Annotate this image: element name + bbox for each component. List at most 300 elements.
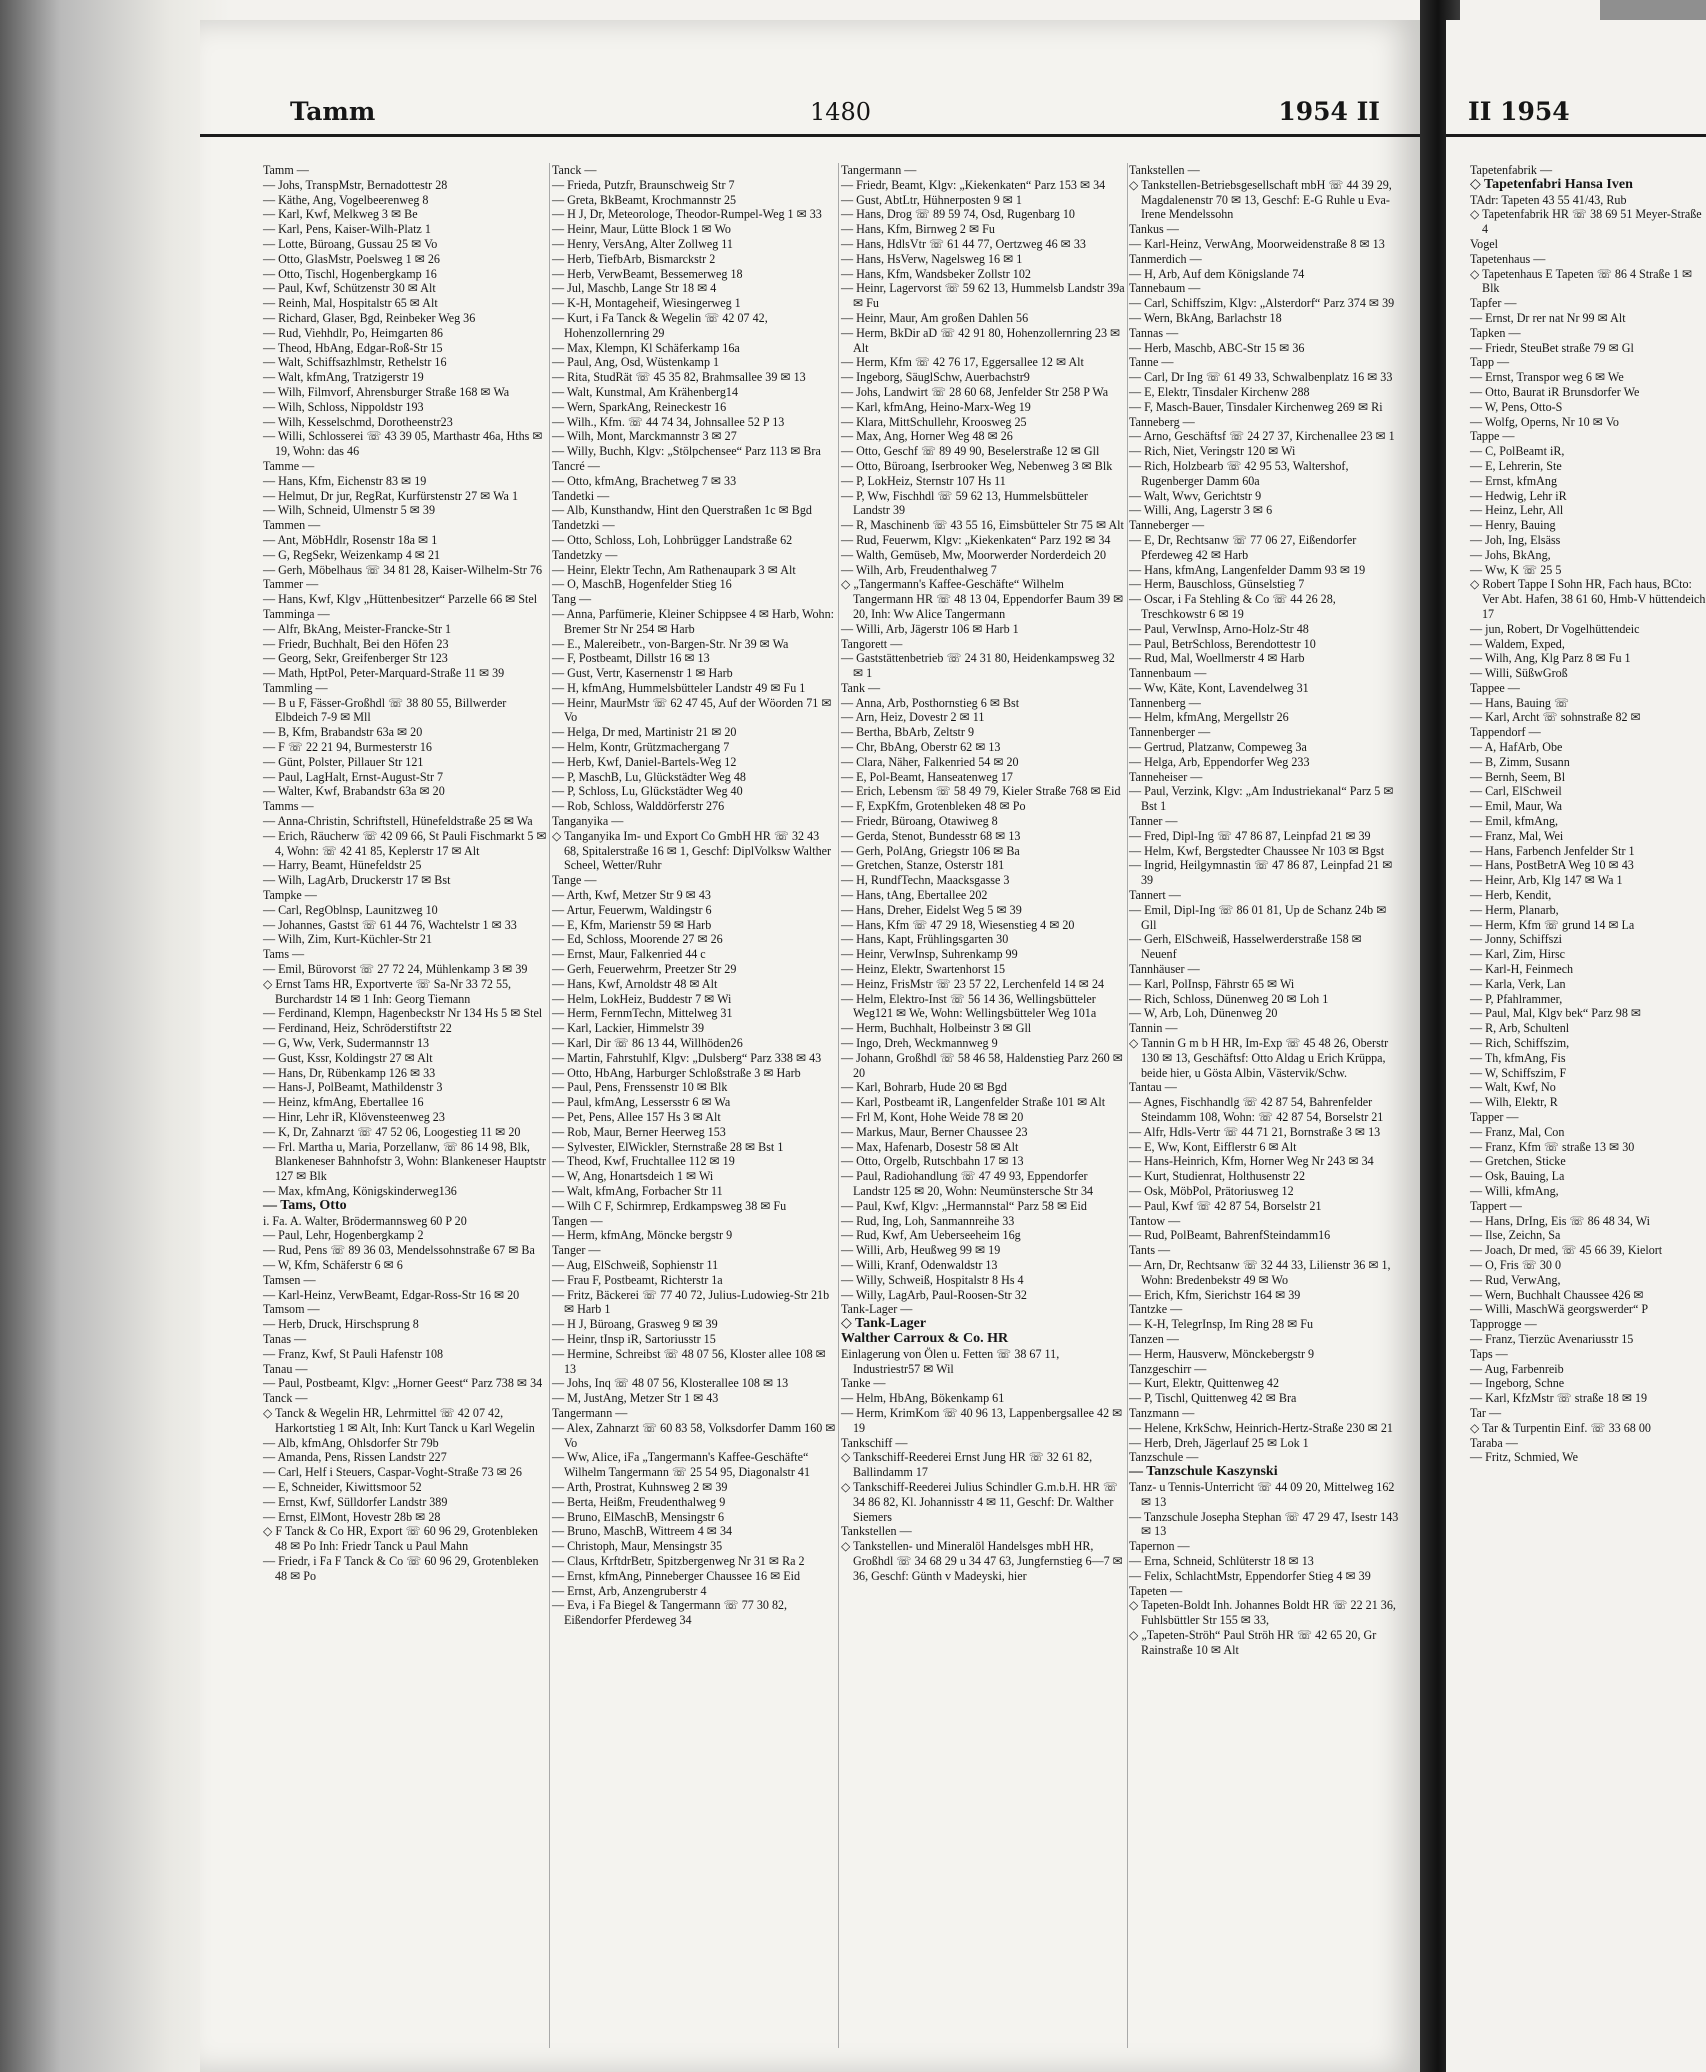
directory-entry: — Heinr, VerwInsp, Suhrenkamp 99 [841,947,1018,962]
directory-entry: — Arn, Dr, Rechtsanw ☏ 32 44 33, Lilienstr 36 ✉ 1, Wohn: Bredenbekstr 49 ✉ Wo [1129,1257,1391,1287]
directory-entry: — Karl, PolInsp, Fährstr 65 ✉ Wi [1129,976,1295,991]
directory-entry: — Herb, Kwf, Daniel-Bartels-Weg 12 [552,754,737,769]
directory-entry: Tangen — [552,1213,603,1228]
directory-entry: — Ww, Alice, iFa „Tangermann's Kaffee-Geschäfte“ Wilhelm Tangermann ☏ 25 54 95, Diagonalstr 41 [552,1450,810,1480]
directory-entry: — Herb, Maschb, ABC-Str 15 ✉ 36 [1129,340,1305,355]
directory-entry: — jun, Robert, Dr Vogelhüttendeic [1470,621,1640,636]
column-divider [1127,163,1128,2048]
directory-entry: — Arth, Kwf, Metzer Str 9 ✉ 43 [552,888,711,903]
directory-entry: — Willi, MaschWä georgswerder“ P [1470,1302,1649,1317]
directory-entry: — Rita, StudRät ☏ 45 35 82, Brahmsallee 39 ✉ 13 [552,370,806,385]
directory-entry: — Henry, VersAng, Alter Zollweg 11 [552,236,733,251]
directory-entry: — Heinr, Elektr Techn, Am Rathenaupark 3 ✉ Alt [552,562,796,577]
directory-entry: — Willi, kfmAng, [1470,1183,1559,1198]
directory-entry: — Helm, Kontr, Grützmachergang 7 [552,740,730,755]
directory-entry: — Otto, Geschf ☏ 89 49 90, Beselerstraße 12 ✉ Gll [841,444,1100,459]
directory-entry: Tantau — [1129,1080,1177,1095]
column-divider [838,163,839,2048]
directory-entry: ◇ Tapetenfabrik HR ☏ 38 69 51 Meyer-Straße 4 [1470,207,1702,237]
directory-entry: — Hans-Heinrich, Kfm, Horner Weg Nr 243 ✉ 34 [1129,1154,1374,1169]
directory-entry: — Herm, Kfm ☏ grund 14 ✉ La [1470,917,1635,932]
directory-entry: — P, MaschB, Lu, Glückstädter Weg 48 [552,769,746,784]
directory-entry: Tamme — [263,458,315,473]
directory-entry: — Paul, BetrSchloss, Berendottestr 10 [1129,636,1316,651]
directory-entry: — Herm, BkDir aD ☏ 42 91 80, Hohenzollernring 23 ✉ Alt [841,325,1121,355]
directory-entry: — E, Elektr, Tinsdaler Kirchenw 288 [1129,384,1310,399]
directory-entry: — K-H, Montageheif, Wiesingerweg 1 [552,296,741,311]
directory-entry: — Johs, Inq ☏ 48 07 56, Klosterallee 108 ✉ 13 [552,1376,789,1391]
directory-entry: Tapprogge — [1470,1317,1537,1332]
directory-entry: — Wilh, Schneid, Ulmenstr 5 ✉ 39 [263,503,436,518]
directory-entry: — Helga, Arb, Eppendorfer Weg 233 [1129,754,1310,769]
directory-entry: — P, Tischl, Quittenweg 42 ✉ Bra [1129,1391,1297,1406]
directory-entry: — Paul, Kwf, Klgv: „Hermannstal“ Parz 58 ✉ Eid [841,1198,1087,1213]
directory-entry: — Wern, SparkAng, Reineckestr 16 [552,399,727,414]
directory-entry: — H J, Dr, Meteorologe, Theodor-Rumpel-Weg 1 ✉ 33 [552,207,822,222]
directory-entry: — Herm, FernmTechn, Mittelweg 31 [552,1006,733,1021]
directory-entry: — Hans, Bauing ☏ [1470,695,1570,710]
directory-entry: — Karl, Archt ☏ sohnstraße 82 ✉ [1470,710,1641,725]
directory-entry: — Heinz, FrisMstr ☏ 23 57 22, Lerchenfeld 14 ✉ 24 [841,976,1105,991]
directory-entry: Tantzke — [1129,1302,1183,1317]
directory-entry: — G, RegSekr, Weizenkamp 4 ✉ 21 [263,547,441,562]
directory-entry: — Ernst, Kwf, Sülldorfer Landstr 389 [263,1494,448,1509]
directory-entry: — Hans, Drog ☏ 89 59 74, Osd, Rugenbarg 10 [841,207,1075,222]
directory-entry: — Otto, Baurat iR Brunsdorfer We [1470,384,1640,399]
directory-entry: — Ww, K ☏ 25 5 [1470,562,1562,577]
directory-entry: — Wilh, LagArb, Druckerstr 17 ✉ Bst [263,873,451,888]
directory-entry: — Ernst, ElMont, Hovestr 28b ✉ 28 [263,1509,441,1524]
directory-entry: — Heinr, Maur, Am großen Dahlen 56 [841,310,1029,325]
directory-entry: Tantow — [1129,1213,1181,1228]
directory-entry: — Ernst, kfmAng, Pinneberger Chaussee 16 ✉ Eid [552,1568,801,1583]
directory-entry: — Gretchen, Sticke [1470,1154,1566,1169]
directory-entry: — Paul, Mal, Klgv bek“ Parz 98 ✉ [1470,1006,1642,1021]
directory-entry: ◇ Robert Tappe I Sohn HR, Fach haus, BCto: Ver Abt. Hafen, 38 61 60, Hmb-V hüttendeich 17 [1470,577,1706,621]
directory-entry: — Otto, Orgelb, Rutschbahn 17 ✉ 13 [841,1154,1024,1169]
directory-entry: Tannenberg — [1129,695,1201,710]
directory-entry: — Franz, Kwf, St Pauli Hafenstr 108 [263,1346,444,1361]
directory-entry: Tanke — [841,1376,886,1391]
directory-entry: — Helene, KrkSchw, Heinrich-Hertz-Straße 230 ✉ 21 [1129,1420,1393,1435]
directory-entry: Tanne — [1129,355,1174,370]
directory-entry: — Otto, HbAng, Harburger Schloßstraße 3 ✉ Harb [552,1065,801,1080]
directory-entry: Tapernon — [1129,1539,1190,1554]
directory-entry: — Alb, kfmAng, Ohlsdorfer Str 79b [263,1435,439,1450]
directory-entry: — W, Pens, Otto-S [1470,399,1563,414]
directory-entry: — Gaststättenbetrieb ☏ 24 31 80, Heidenkampsweg 32 ✉ 1 [841,651,1115,681]
directory-entry: — Jonny, Schiffszi [1470,932,1563,947]
directory-entry: — Karl, Lackier, Himmelstr 39 [552,1021,704,1036]
directory-entry: — Gerda, Stenot, Bundesstr 68 ✉ 13 [841,828,1021,843]
directory-entry: — Willy, Buchh, Klgv: „Stölpchensee“ Parz 113 ✉ Bra [552,444,821,459]
directory-entry: Tanneberger — [1129,518,1205,533]
page-number: 1480 [810,98,872,126]
directory-entry: Tange — [552,873,597,888]
directory-entry: Tanzgeschirr — [1129,1361,1207,1376]
directory-entry: — Agnes, Fischhandlg ☏ 42 87 54, Bahrenfelder Steindamm 108, Wohn: ☏ 42 87 54, Borselstr 21 [1129,1095,1384,1124]
directory-entry: — Tanzschule Josepha Stephan ☏ 47 29 47, Isestr 143 ✉ 13 [1129,1509,1399,1539]
directory-entry: — Gust, AbtLtr, Hühnerposten 9 ✉ 1 [841,192,1022,207]
directory-entry: ◇ Tanganyika Im- und Export Co GmbH HR ☏ 32 43 68, Spitalerstraße 16 ✉ 1, Geschf: DiplVolksw Walther Scheel, Wetter/Ruhr [552,828,832,873]
directory-entry: — Rud, PolBeamt, BahrenfSteindamm16 [1129,1228,1331,1243]
directory-entry: — Paul, Kwf ☏ 42 87 54, Borselstr 21 [1129,1198,1322,1213]
directory-entry: — Walth, Gemüseb, Mw, Moorwerder Norderdeich 20 [841,547,1107,562]
directory-entry: — Rud, Kwf, Am Ueberseeheim 16g [841,1228,1021,1243]
directory-entry: — Kurt, Elektr, Quittenweg 42 [1129,1376,1279,1391]
directory-entry: Tams — [263,947,305,962]
directory-entry: — Hans, Kfm, Birnweg 2 ✉ Fu [841,222,995,237]
directory-entry: — Lotte, Büroang, Gussau 25 ✉ Vo [263,236,438,251]
directory-entry: — Heinz, kfmAng, Ebertallee 16 [263,1095,424,1110]
directory-entry: Tapfer — [1470,296,1517,311]
directory-entry: — Willy, LagArb, Paul-Roosen-Str 32 [841,1287,1027,1302]
directory-entry: — Erich, Räucherw ☏ 42 09 66, St Pauli Fischmarkt 5 ✉ 4, Wohn: ☏ 42 41 85, Keplerstr 17 ✉ Alt [263,828,547,858]
directory-entry: ◇ Tapetenhaus E Tapeten ☏ 86 4 Straße 1 ✉ Blk [1470,266,1693,296]
directory-entry: — Hans, Dr, Rübenkamp 126 ✉ 33 [263,1065,436,1080]
directory-entry: — Helm, HbAng, Bökenkamp 61 [841,1391,1005,1406]
directory-entry: Tampke — [263,888,317,903]
directory-entry: — P, Pfahlrammer, [1470,991,1563,1006]
directory-entry: — Hans, Kwf, Klgv „Hüttenbesitzer“ Parzelle 66 ✉ Stel [263,592,538,607]
directory-entry: — Wilh, Elektr, R [1470,1095,1558,1110]
directory-entry: — Arth, Prostrat, Kuhnsweg 2 ✉ 39 [552,1479,728,1494]
directory-entry: — Hans, HsVerw, Nagelsweg 16 ✉ 1 [841,251,1023,266]
directory-entry: — Gerh, Möbelhaus ☏ 34 81 28, Kaiser-Wilhelm-Str 76 [263,562,543,577]
directory-entry: — Theod, HbAng, Edgar-Roß-Str 15 [263,340,443,355]
directory-entry: — Ant, MöbHdlr, Rosenstr 18a ✉ 1 [263,532,438,547]
directory-entry: — Hans, DrIng, Eis ☏ 86 48 34, Wi [1470,1213,1651,1228]
directory-entry: — Karl, Bohrarb, Hude 20 ✉ Bgd [841,1080,1007,1095]
directory-entry: Tankstellen — [1129,163,1200,177]
directory-entry: — Gust, Kssr, Koldingstr 27 ✉ Alt [263,1050,433,1065]
directory-entry: — Hermine, Schreibst ☏ 48 07 56, Kloster allee 108 ✉ 13 [552,1346,826,1376]
directory-entry: — Herb, TiefbArb, Bismarckstr 2 [552,251,716,266]
directory-entry: — Otto, GlasMstr, Poelsweg 1 ✉ 26 [263,251,440,266]
page-right [1446,20,1706,2072]
directory-entry: — Ernst, kfmAng [1470,473,1558,488]
directory-entry: — Herm, Kfm ☏ 42 76 17, Eggersallee 12 ✉ Alt [841,355,1084,370]
directory-entry: — Karl-Heinz, VerwBeamt, Edgar-Ross-Str 16 ✉ 20 [263,1287,520,1302]
directory-entry: Einlagerung von Ölen u. Fetten ☏ 38 67 11, Industriestr57 ✉ Wil [841,1346,1060,1376]
directory-entry: — Heinz, Lehr, All [1470,503,1564,518]
directory-entry: Tappe — [1470,429,1515,444]
directory-entry: Tapeten — [1129,1583,1183,1598]
directory-entry: — Th, kfmAng, Fis [1470,1050,1566,1065]
directory-entry: — Heinr, Maur, Lütte Block 1 ✉ Wo [552,222,731,237]
directory-entry: — Osk, MöbPol, Prätoriusweg 12 [1129,1183,1294,1198]
directory-entry: i. Fa. A. Walter, Brödermannsweg 60 P 20 [263,1213,467,1228]
directory-entry: — Ingo, Dreh, Weckmannweg 9 [841,1036,998,1051]
directory-entry: — E, Lehrerin, Ste [1470,458,1562,473]
directory-entry: — Rud, Mal, Woellmerstr 4 ✉ Harb [1129,651,1305,666]
directory-entry: Tanck — [263,1391,308,1406]
directory-entry: — M, JustAng, Metzer Str 1 ✉ 43 [552,1391,719,1406]
directory-entry: — Fritz, Schmied, We [1470,1450,1578,1465]
directory-entry: Tamsom — [263,1302,320,1317]
directory-entry: — Berta, Heißm, Freudenthalweg 9 [552,1494,726,1509]
directory-entry: — F ☏ 22 21 94, Burmesterstr 16 [263,740,432,755]
directory-entry: Tamm — [263,163,309,177]
directory-entry: — Paul, Ang, Osd, Wüstenkamp 1 [552,355,720,370]
directory-entry: — Ernst, Maur, Falkenried 44 c [552,947,706,962]
directory-entry: — Rich, Niet, Veringstr 120 ✉ Wi [1129,444,1296,459]
directory-entry: — Herm, Buchhalt, Holbeinstr 3 ✉ Gll [841,1021,1032,1036]
directory-entry: — Emil, Bürovorst ☏ 27 72 24, Mühlenkamp 3 ✉ 39 [263,962,528,977]
directory-entry: — Willi, Ang, Lagerstr 3 ✉ 6 [1129,503,1273,518]
directory-entry: — E, Dr, Rechtsanw ☏ 77 06 27, Eißendorfer Pferdeweg 42 ✉ Harb [1129,532,1357,562]
directory-entry: Tanneberg — [1129,414,1195,429]
directory-entry: — H J, Büroang, Grasweg 9 ✉ 39 [552,1317,718,1332]
directory-entry: — Max, Klempn, Kl Schäferkamp 16a [552,340,740,355]
directory-entry: — Heinr, tInsp iR, Sartoriusstr 15 [552,1331,716,1346]
directory-entry: — G, Ww, Verk, Sudermannstr 13 [263,1036,430,1051]
directory-entry: — Walt, Schiffsazhlmstr, Rethelstr 16 [263,355,447,370]
directory-entry: Tappendorf — [1470,725,1541,740]
directory-entry: — Rich, Schiffszim, [1470,1036,1570,1051]
directory-entry: — Wern, Buchhalt Chaussee 426 ✉ [1470,1287,1644,1302]
directory-entry: — Harry, Beamt, Hünefeldstr 25 [263,858,422,873]
header-right-year: 1954 II [1278,97,1380,126]
directory-entry: — Rud, Feuerwm, Klgv: „Kiekenkaten“ Parz 192 ✉ 34 [841,532,1111,547]
directory-entry: — Wern, BkAng, Barlachstr 18 [1129,310,1282,325]
directory-entry: — Pet, Pens, Allee 157 Hs 3 ✉ Alt [552,1110,721,1124]
directory-entry: — R, Arb, Schultenl [1470,1021,1570,1036]
directory-entry: — Frl. Martha u, Maria, Porzellanw, ☏ 86 14 98, Blk, Blankeneser Bahnhofstr 3, Wohn: Blankeneser Hauptstr 127 ✉ Blk [263,1139,546,1184]
directory-entry: — Carl, RegOblnsp, Launitzweg 10 [263,902,438,917]
directory-entry: — Karl, Kwf, Melkweg 3 ✉ Be [263,207,418,222]
directory-entry: — Osk, Bauing, La [1470,1169,1565,1184]
directory-entry: Tanganyika — [552,814,624,829]
directory-entry: ◇ Tapeten-Boldt Inh. Johannes Boldt HR ☏ 22 21 36, Fuhlsbüttler Str 155 ✉ 33, [1129,1598,1396,1628]
directory-entry: Tannenberger — [1129,725,1211,740]
column-5 [1470,163,1706,2043]
directory-entry: — R, Maschinenb ☏ 43 55 16, Eimsbütteler Str 75 ✉ Alt [841,518,1124,533]
directory-entry: — Karl-Heinz, VerwAng, Moorweidenstraße 8 ✉ 13 [1129,236,1385,251]
directory-entry: — Willi, Kranf, Odenwaldstr 13 [841,1257,998,1272]
directory-entry: — Ferdinand, Klempn, Hagenbeckstr Nr 134 Hs 5 ✉ Stel [263,1006,543,1021]
directory-entry: — Hans, Kfm ☏ 47 29 18, Wiesenstieg 4 ✉ 20 [841,917,1075,932]
directory-entry: — Chr, BbAng, Oberstr 62 ✉ 13 [841,740,1001,755]
directory-entry: — Tanzschule Kaszynski [1129,1464,1278,1480]
directory-entry: — Tams, Otto [263,1197,347,1213]
directory-entry: — H, kfmAng, Hummelsbütteler Landstr 49 ✉ Fu 1 [552,680,806,695]
directory-entry: ◇ „Tapeten-Ströh“ Paul Ströh HR ☏ 42 65 20, Gr Rainstraße 10 ✉ Alt [1129,1627,1377,1657]
directory-entry: — Rob, Schloss, Walddörferstr 276 [552,799,725,814]
directory-entry: — Rob, Maur, Berner Heerweg 153 [552,1124,726,1139]
directory-entry: — Carl, Schiffszim, Klgv: „Alsterdorf“ Parz 374 ✉ 39 [1129,296,1395,311]
directory-entry: — Johs, BkAng, [1470,547,1551,562]
directory-entry: — Walt, Wwv, Gerichtstr 9 [1129,488,1262,503]
page-left [200,20,1420,2072]
directory-entry: — Karla, Verk, Lan [1470,976,1566,991]
directory-entry: — F, Masch-Bauer, Tinsdaler Kirchenweg 269 ✉ Ri [1129,399,1383,414]
directory-entry: — Emil, kfmAng, [1470,814,1559,829]
directory-entry: Tapken — [1470,325,1521,340]
directory-entry: — W, Schiffszim, F [1470,1065,1567,1080]
directory-entry: — Johs, TranspMstr, Bernadottestr 28 [263,177,448,192]
directory-entry: — Alfr, Hdls-Vertr ☏ 44 71 21, Bornstraße 3 ✉ 13 [1129,1124,1381,1139]
directory-entry: Tamms — [263,799,314,814]
directory-entry: — Math, HptPol, Peter-Marquard-Straße 11 ✉ 39 [263,666,505,681]
directory-entry: Tankus — [1129,222,1179,237]
directory-entry: — Eva, i Fa Biegel & Tangermann ☏ 77 30 82, Eißendorfer Pferdeweg 34 [552,1598,788,1628]
directory-entry: — Rud, Viehhdlr, Po, Heimgarten 86 [263,325,443,340]
directory-entry: — Ilse, Zeichn, Sa [1470,1228,1561,1243]
directory-entry: Tappert — [1470,1198,1522,1213]
directory-entry: — Wilh, Arb, Freudenthalweg 7 [841,562,997,577]
directory-entry: — Käthe, Ang, Vogelbeerenweg 8 [263,192,429,207]
directory-entry: — Herm, Hausverw, Mönckebergstr 9 [1129,1346,1315,1361]
directory-entry: — K-H, TelegrInsp, Im Ring 28 ✉ Fu [1129,1317,1314,1332]
directory-entry: — Gerh, Feuerwehrm, Preetzer Str 29 [552,962,737,977]
directory-entry: — W, Arb, Loh, Dünenweg 20 [1129,1006,1278,1021]
directory-entry: — Karl, Dir ☏ 86 13 44, Willhöden26 [552,1036,743,1051]
directory-entry: — Anna, Arb, Posthornstieg 6 ✉ Bst [841,695,1020,710]
directory-entry: — Bruno, MaschB, Wittreem 4 ✉ 34 [552,1524,733,1539]
directory-entry: — Franz, Mal, Wei [1470,828,1564,843]
directory-entry: — Hinr, Lehr iR, Klövensteenweg 23 [263,1110,445,1124]
directory-entry: — Helm, Elektro-Inst ☏ 56 14 36, Wellingsbütteler Weg121 ✉ We, Wohn: Wellingsbütteler Weg 101a [841,991,1097,1021]
directory-entry: — Helm, Kwf, Bergstedter Chaussee Nr 103 ✉ Bgst [1129,843,1385,858]
directory-entry: Tanzmann — [1129,1405,1195,1420]
directory-entry: — Arn, Heiz, Dovestr 2 ✉ 11 [841,710,985,725]
directory-entry: — Karl, kfmAng, Heino-Marx-Weg 19 [841,399,1031,414]
directory-entry: Tappee — [1470,680,1520,695]
directory-entry: Tancré — [552,458,600,473]
directory-entry: — Otto, kfmAng, Brachetweg 7 ✉ 33 [552,473,737,488]
directory-entry: Tanger — [552,1243,601,1258]
directory-entry: — Heinr, Lagervorst ☏ 59 62 13, Hummelsb Landstr 39a ✉ Fu [841,281,1125,311]
directory-entry: — Karl, Zim, Hirsc [1470,947,1566,962]
directory-entry: — Bernh, Seem, Bl [1470,769,1566,784]
directory-entry: — Erich, Lebensm ☏ 58 49 79, Kieler Straße 768 ✉ Eid [841,784,1121,799]
directory-entry: — Clara, Näher, Falkenried 54 ✉ 20 [841,754,1019,769]
directory-entry: ◇ Tankschiff-Reederei Julius Schindler G.m.b.H. HR ☏ 34 86 82, Kl. Johannisstr 4 ✉ 11, Geschf: Dr. Walther Siemers [841,1479,1119,1524]
directory-entry: — Walt, Kwf, No [1470,1080,1556,1095]
directory-entry: — Markus, Maur, Berner Chaussee 23 [841,1124,1028,1139]
directory-entry: — Hans, kfmAng, Langenfelder Damm 93 ✉ 19 [1129,562,1366,577]
directory-entry: — Joach, Dr med, ☏ 45 66 39, Kielort [1470,1243,1663,1258]
directory-entry: — Wilh, Filmvorf, Ahrensburger Straße 168 ✉ Wa [263,384,510,399]
directory-entry: — Max, Ang, Horner Weg 48 ✉ 26 [841,429,1013,444]
directory-entry: — Günt, Polster, Pillauer Str 121 [263,754,424,769]
directory-entry: — Paul, Postbeamt, Klgv: „Horner Geest“ Parz 738 ✉ 34 [263,1376,543,1391]
directory-entry: — E, Kfm, Marienstr 59 ✉ Harb [552,917,712,932]
directory-entry: — Artur, Feuerwm, Waldingstr 6 [552,902,712,917]
directory-entry: Tankstellen — [841,1524,912,1539]
directory-entry: — Arno, Geschäftsf ☏ 24 27 37, Kirchenallee 23 ✉ 1 [1129,429,1395,444]
directory-entry: — F, ExpKfm, Grotenbleken 48 ✉ Po [841,799,1026,814]
header-left-title: Tamm [290,97,376,126]
directory-entry: — Helga, Dr med, Martinistr 21 ✉ 20 [552,725,737,740]
directory-entry: — Richard, Glaser, Bgd, Reinbeker Weg 36 [263,310,476,325]
running-header [200,90,1420,137]
directory-entry: Tammling — [263,680,328,695]
directory-entry: Tanzschule — [1129,1450,1199,1465]
directory-entry: — Friedr, i Fa F Tanck & Co ☏ 60 96 29, Grotenbleken 48 ✉ Po [263,1553,539,1583]
directory-entry: — Ww, Käte, Kont, Lavendelweg 31 [1129,680,1309,695]
directory-entry: — O, Fris ☏ 30 0 [1470,1257,1562,1272]
directory-entry: — Gust, Vertr, Kasernenstr 1 ✉ Harb [552,666,733,681]
directory-entry: — Aug, Farbenreib [1470,1361,1564,1376]
directory-entry: — Carl, ElSchweil [1470,784,1562,799]
directory-entry: — Bruno, ElMaschB, Mensingstr 6 [552,1509,724,1524]
directory-entry: Taraba — [1470,1435,1518,1450]
directory-entry: Tanau — [263,1361,308,1376]
directory-entry: Vogel [1470,236,1498,251]
column-1 [263,163,548,2043]
directory-entry: — Hans, Kwf, Arnoldstr 48 ✉ Alt [552,976,718,991]
directory-entry: — Hans, HdlsVtr ☏ 61 44 77, Oertzweg 46 ✉ 33 [841,236,1086,251]
directory-entry: — Franz, Tierzüc Avenariusstr 15 [1470,1331,1634,1346]
directory-entry: — Karl, Postbeamt iR, Langenfelder Straße 101 ✉ Alt [841,1095,1106,1110]
directory-entry: — Wilh., Kfm. ☏ 44 74 34, Johnsallee 52 P 13 [552,414,785,429]
directory-entry: — Ferdinand, Heiz, Schröderstiftstr 22 [263,1021,452,1036]
directory-entry: ◇ Tar & Turpentin Einf. ☏ 33 68 00 [1470,1420,1651,1435]
directory-entry: — Hans, Kfm, Eichenstr 83 ✉ 19 [263,473,427,488]
directory-entry: — Aug, ElSchweiß, Sophienstr 11 [552,1257,719,1272]
directory-entry: — Herb, Kendit, [1470,888,1552,903]
directory-entry: — Franz, Kfm ☏ straße 13 ✉ 30 [1470,1139,1635,1154]
directory-entry: — Ed, Schloss, Moorende 27 ✉ 26 [552,932,723,947]
directory-entry: — P, LokHeiz, Sternstr 107 Hs 11 [841,473,1006,488]
directory-entry: — Walt, kfmAng, Forbacher Str 11 [552,1183,723,1198]
directory-entry: Tangermann — [552,1405,628,1420]
directory-entry: — Herb, VerwBeamt, Bessemerweg 18 [552,266,743,281]
column-divider [549,163,550,2048]
directory-entry: — Karl, Pens, Kaiser-Wilh-Platz 1 [263,222,431,237]
column-2 [552,163,837,2043]
directory-entry: — Rich, Schloss, Dünenweg 20 ✉ Loh 1 [1129,991,1329,1006]
directory-entry: — Herb, Druck, Hirschsprung 8 [263,1317,419,1332]
directory-entry: Tandetzky — [552,547,618,562]
directory-entry: ◇ Ernst Tams HR, Exportverte ☏ Sa-Nr 33 72 55, Burchardstr 14 ✉ 1 Inh: Georg Tiemann [263,976,512,1006]
directory-entry: — Helm, LokHeiz, Buddestr 7 ✉ Wi [552,991,732,1006]
column-3 [841,163,1126,2043]
directory-entry: — Erna, Schneid, Schlüterstr 18 ✉ 13 [1129,1553,1314,1568]
directory-entry: — Paul, VerwInsp, Arno-Holz-Str 48 [1129,621,1309,636]
directory-entry: — P, Schloss, Lu, Glückstädter Weg 40 [552,784,743,799]
directory-entry: — Oscar, i Fa Stehling & Co ☏ 44 26 28, Treschkowstr 6 ✉ 19 [1129,592,1336,621]
directory-entry: — Hans, Farbench Jenfelder Str 1 [1470,843,1635,858]
directory-entry: — Willy, Schweiß, Hospitalstr 8 Hs 4 [841,1272,1024,1287]
directory-entry: Tanas — [263,1331,307,1346]
directory-entry: Tank-Lager — [841,1302,913,1317]
directory-entry: — Karl, KfzMstr ☏ straße 18 ✉ 19 [1470,1391,1648,1406]
directory-entry: — Rud, VerwAng, [1470,1272,1561,1287]
directory-entry: — W, Ang, Honartsdeich 1 ✉ Wi [552,1169,714,1184]
directory-entry: — Walt, Kunstmal, Am Krähenberg14 [552,384,739,399]
directory-entry: — B, Zimm, Susann [1470,754,1570,769]
directory-entry: — Heinz, Elektr, Swartenhorst 15 [841,962,1006,977]
directory-entry: — H, RundfTechn, Maacksgasse 3 [841,873,1010,888]
directory-entry: — Wilh, Schloss, Nippoldstr 193 [263,399,424,414]
directory-entry: Tanzen — [1129,1331,1179,1346]
directory-entry: Tannenbaum — [1129,666,1207,681]
directory-entry: — Kurt, i Fa Tanck & Wegelin ☏ 42 07 42, Hohenzollernring 29 [552,310,768,340]
directory-entry: — E, Pol-Beamt, Hanseatenweg 17 [841,769,1013,784]
directory-entry: — Friedr, Büroang, Otawiweg 8 [841,814,998,829]
directory-entry: Tankschiff — [841,1435,908,1450]
directory-entry: — Friedr, Buchhalt, Bei den Höfen 23 [263,636,449,651]
directory-entry: — Hans, Dreher, Eidelst Weg 5 ✉ 39 [841,902,1022,917]
directory-entry: — Willi, Arb, Heußweg 99 ✉ 19 [841,1243,1001,1258]
directory-entry: — Ingrid, Heilgymnastin ☏ 47 86 87, Leinpfad 21 ✉ 39 [1129,858,1393,888]
directory-entry: ◇ Tankstellen- und Mineralöl Handelsges mbH HR, Großhdl ☏ 34 68 29 u 34 47 63, Jungfernstieg 6—7 ✉ 36, Geschf: Günth v Madeyski, hier [841,1539,1123,1583]
directory-entry: — Rich, Holzbearb ☏ 42 95 53, Waltershof, Rugenberger Damm 60a [1129,458,1349,488]
directory-entry: — Gertrud, Platzanw, Compeweg 3a [1129,740,1307,755]
